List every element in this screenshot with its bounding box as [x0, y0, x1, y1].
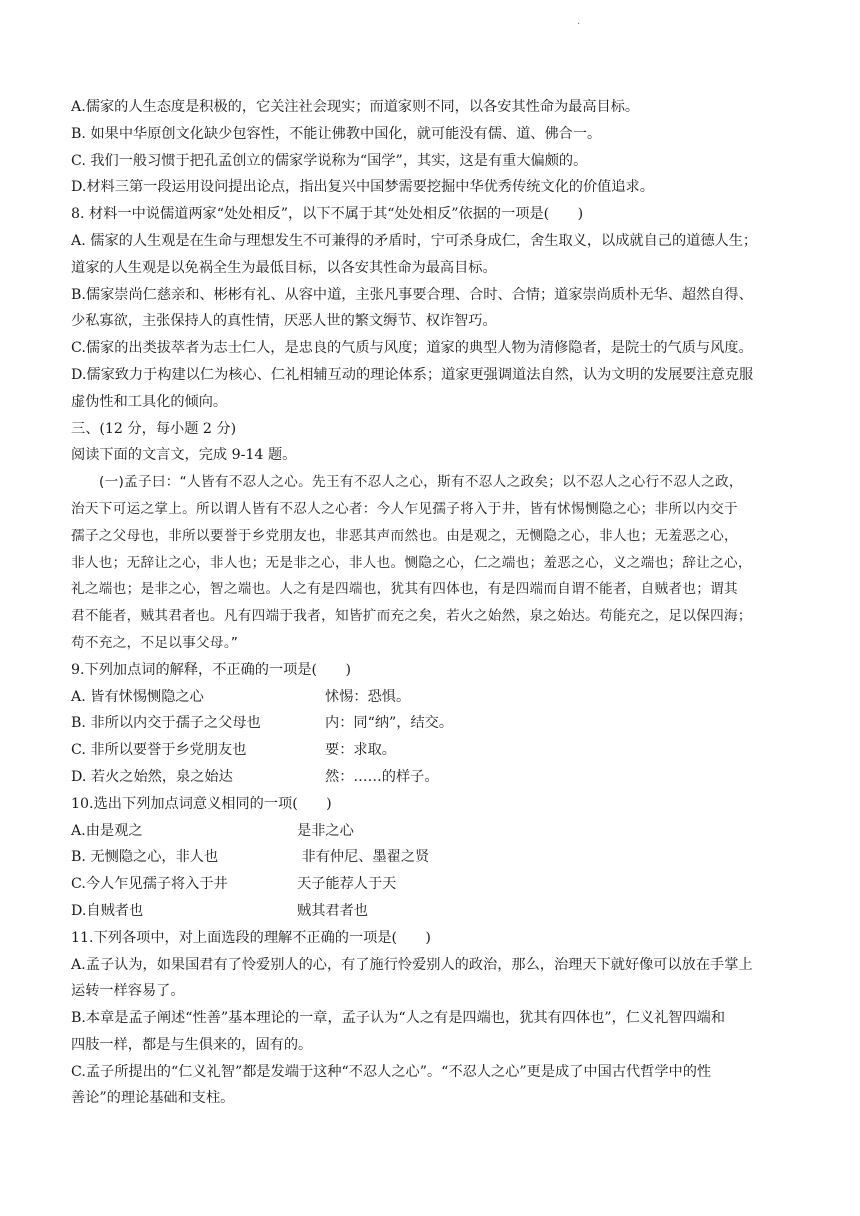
- q11-option-b-line1: B.本章是孟子阐述“性善”基本理论的一章，孟子认为“人之有是四端也，犹其有四体也”，仁义礼智四端和: [71, 1010, 726, 1027]
- q9-option-d: [71, 764, 791, 791]
- passage-line: 孺子之父母也，非所以要誉于乡党朋友也，非恶其声而然也。由是观之，无恻隐之心，非人也；无羞恶之心，: [71, 527, 738, 544]
- q8-option-d-line1: D.儒家致力于构建以仁为核心、仁礼相辅互动的理论体系；道家更强调道法自然，认为文明的发展要注意克服: [71, 366, 754, 383]
- question-11: [71, 925, 791, 1113]
- q10-option-b: [71, 844, 791, 871]
- q11-option-a-line2: 运转一样容易了。: [71, 983, 185, 1000]
- section-3-instruction: 阅读下面的文言文，完成 9-14 题。: [71, 447, 297, 464]
- passage-line: 君不能者，贼其君者也。凡有四端于我者，知皆扩而充之矣，若火之始然，泉之始达。苟能充之，足以保四海；: [71, 608, 752, 625]
- q10-option-a-right: 是非之心: [297, 822, 354, 839]
- q7-option-c: C. 我们一般习惯于把孔孟创立的儒家学说称为“国学”，其实，这是有重大偏颇的。: [71, 152, 588, 169]
- question-8: [71, 201, 791, 415]
- q10-option-c-right: 天子能荐人于天: [297, 876, 397, 893]
- classical-passage: [71, 469, 791, 657]
- q10-option-b-left: B. 无恻隐之心，非人也: [71, 849, 219, 866]
- q11-option-a-line1: A.孟子认为，如果国君有了怜爱别人的心，有了施行怜爱别人的政治，那么，治理天下就好像可以放在手掌上: [71, 956, 753, 973]
- q10-option-d: [71, 898, 791, 925]
- q10-option-b-right: 非有仲尼、墨翟之贤: [297, 849, 430, 866]
- q9-option-d-gloss: 然：……的样子。: [325, 768, 439, 785]
- passage-line: (一)孟子曰：“人皆有不忍人之心。先王有不忍人之心，斯有不忍人之政矣；以不忍人之心行不忍人之政，: [99, 474, 743, 491]
- passage-line: 苟不充之，不足以事父母。”: [71, 634, 239, 651]
- question-10: [71, 791, 791, 925]
- q7-option-d: D.材料三第一段运用设问提出论点，指出复兴中国梦需要挖掘中华优秀传统文化的价值追求。: [71, 179, 654, 196]
- q9-option-d-phrase: D. 若火之始然，泉之始达: [71, 768, 233, 785]
- q10-option-d-right: 贼其君者也: [297, 902, 368, 919]
- q8-option-a-line2: 道家的人生观是以免祸全生为最低目标，以各安其性命为最高目标。: [71, 259, 497, 276]
- q9-option-a-gloss: 怵惕：恐惧。: [325, 688, 411, 705]
- q9-stem: 9.下列加点词的解释，不正确的一项是( ): [71, 661, 351, 678]
- q10-option-a-left: A.由是观之: [71, 822, 143, 839]
- passage-line: 礼之端也；是非之心，智之端也。人之有是四端也，犹其有四体也，有是四端而自谓不能者，自贼者也；谓其: [71, 581, 738, 598]
- passage-line: 非人也；无辞让之心，非人也；无是非之心，非人也。恻隐之心，仁之端也；羞恶之心，义之端也；辞让之心，: [71, 554, 752, 571]
- q8-option-c: C.儒家的出类拔萃者为志士仁人，是忠良的气质与风度；道家的典型人物为清修隐者，是院士的气质与风度。: [71, 340, 753, 357]
- q8-option-b-line1: B.儒家崇尚仁慈亲和、彬彬有礼、从容中道，主张凡事要合理、合时、合情；道家崇尚质朴无华、超然自得、: [71, 286, 753, 303]
- q9-option-a-phrase: A. 皆有怵惕恻隐之心: [71, 688, 204, 705]
- q7-option-b: B. 如果中华原创文化缺少包容性，不能让佛教中国化，就可能没有儒、道、佛合一。: [71, 125, 602, 142]
- q9-option-b: [71, 710, 791, 737]
- q9-option-a: [71, 684, 791, 711]
- header-mark: .: [577, 16, 581, 27]
- q9-option-c: [71, 737, 791, 764]
- q10-stem: 10.选出下列加点词意义相同的一项( ): [71, 795, 332, 812]
- q9-option-c-phrase: C. 非所以要誉于乡党朋友也: [71, 742, 247, 759]
- q11-option-c-line1: C.孟子所提出的“仁义礼智”都是发端于这种“不忍人之心”。“不忍人之心”更是成了中国古代哲学中的性: [71, 1063, 712, 1080]
- q8-option-d-line2: 虚伪性和工具化的倾向。: [71, 393, 228, 410]
- q10-option-c: [71, 871, 791, 898]
- q10-option-c-left: C.今人乍见孺子将入于井: [71, 876, 228, 893]
- q9-option-c-gloss: 要：求取。: [325, 742, 396, 759]
- passage-line: 治天下可运之掌上。所以谓人皆有不忍人之心者：今人乍见孺子将入于井，皆有怵惕恻隐之心；非所以内交于: [71, 500, 738, 517]
- q11-option-b-line2: 四肢一样，都是与生俱来的，固有的。: [71, 1036, 313, 1053]
- section-3: [71, 416, 791, 470]
- q7-option-a: A.儒家的人生态度是积极的，它关注社会现实；而道家则不同，以各安其性命为最高目标。: [71, 99, 640, 115]
- q8-option-b-line2: 少私寡欲，主张保持人的真性情，厌恶人世的繁文缛节、权诈智巧。: [71, 313, 497, 330]
- q7-options: [71, 94, 791, 201]
- q9-option-b-phrase: B. 非所以内交于孺子之父母也: [71, 715, 261, 732]
- question-9: [71, 657, 791, 791]
- q11-stem: 11.下列各项中，对上面选段的理解不正确的一项是( ): [71, 929, 431, 946]
- q10-option-a: [71, 818, 791, 845]
- q8-option-a-line1: A. 儒家的人生观是在生命与理想发生不可兼得的矛盾时，宁可杀身成仁，舍生取义，以成就自己的道德人生；: [71, 232, 758, 249]
- exam-content: [71, 94, 791, 1112]
- section-3-heading: 三、(12 分，每小题 2 分): [71, 420, 237, 437]
- q11-option-c-line2: 善论”的理论基础和支柱。: [71, 1090, 235, 1107]
- q9-option-b-gloss: 内：同“纳”，结交。: [325, 715, 454, 732]
- q8-stem: 8. 材料一中说儒道两家“处处相反”，以下不属于其“处处相反”依据的一项是( ): [71, 206, 584, 223]
- q10-option-d-left: D.自贼者也: [71, 902, 144, 919]
